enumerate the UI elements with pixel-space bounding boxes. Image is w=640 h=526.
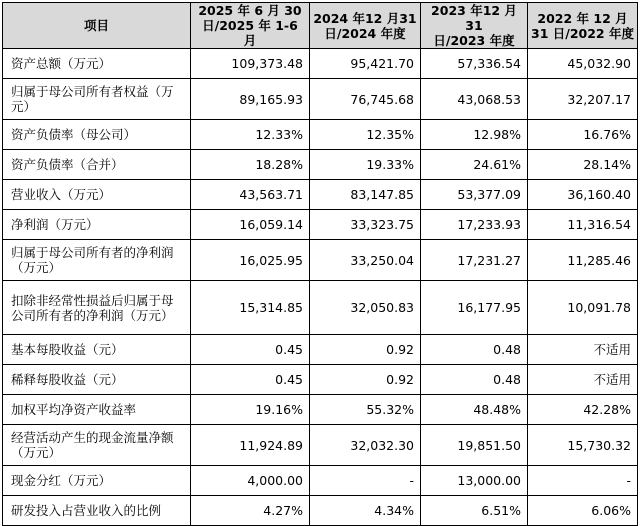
cell-value: 0.92 — [310, 335, 421, 365]
cell-value: 4.34% — [310, 496, 421, 526]
cell-value: 55.32% — [310, 395, 421, 425]
cell-value: 不适用 — [528, 335, 638, 365]
table-row — [3, 466, 638, 496]
cell-value: - — [528, 466, 638, 496]
cell-value: 13,000.00 — [421, 466, 528, 496]
cell-value: 16.76% — [528, 120, 638, 150]
cell-value: 28.14% — [528, 150, 638, 180]
cell-value: 45,032.90 — [528, 49, 638, 79]
header-item: 项目 — [3, 3, 191, 49]
cell-value: 12.98% — [421, 120, 528, 150]
cell-value: 6.51% — [421, 496, 528, 526]
header-col-2022: 2022 年 12 月 31 日/2022 年度 — [528, 3, 638, 49]
row-label: 资产负债率（母公司） — [3, 120, 191, 150]
row-label: 营业收入（万元） — [3, 180, 191, 210]
cell-value: 89,165.93 — [191, 79, 310, 120]
cell-value: 76,745.68 — [310, 79, 421, 120]
cell-value: 19,851.50 — [421, 425, 528, 466]
cell-value: 43,563.71 — [191, 180, 310, 210]
cell-value: 0.45 — [191, 365, 310, 395]
cell-value: 48.48% — [421, 395, 528, 425]
cell-value: 19.16% — [191, 395, 310, 425]
cell-value: 11,924.89 — [191, 425, 310, 466]
row-label: 基本每股收益（元） — [3, 335, 191, 365]
cell-value: 不适用 — [528, 365, 638, 395]
cell-value: 0.48 — [421, 335, 528, 365]
row-label: 归属于母公司所有者的净利润（万元） — [3, 240, 191, 281]
cell-value: 43,068.53 — [421, 79, 528, 120]
cell-value: 57,336.54 — [421, 49, 528, 79]
cell-value: 16,059.14 — [191, 210, 310, 240]
cell-value: 0.45 — [191, 335, 310, 365]
cell-value: 53,377.09 — [421, 180, 528, 210]
table-row — [3, 425, 638, 466]
row-label: 研发投入占营业收入的比例 — [3, 496, 191, 526]
cell-value: 33,323.75 — [310, 210, 421, 240]
cell-value: 32,032.30 — [310, 425, 421, 466]
cell-value: 32,050.83 — [310, 281, 421, 335]
cell-value: 16,177.95 — [421, 281, 528, 335]
cell-value: 95,421.70 — [310, 49, 421, 79]
cell-value: 24.61% — [421, 150, 528, 180]
cell-value: 10,091.78 — [528, 281, 638, 335]
row-label: 归属于母公司所有者权益（万元） — [3, 79, 191, 120]
cell-value: 0.48 — [421, 365, 528, 395]
table-row — [3, 240, 638, 281]
row-label: 经营活动产生的现金流量净额（万元） — [3, 425, 191, 466]
table-row — [3, 150, 638, 180]
cell-value: 0.92 — [310, 365, 421, 395]
cell-value: 12.35% — [310, 120, 421, 150]
table-row — [3, 180, 638, 210]
table-row — [3, 395, 638, 425]
cell-value: 83,147.85 — [310, 180, 421, 210]
cell-value: 17,231.27 — [421, 240, 528, 281]
cell-value: 19.33% — [310, 150, 421, 180]
table-row — [3, 281, 638, 335]
table-row — [3, 49, 638, 79]
header-col-2023: 2023 年12 月31 日/2023 年度 — [421, 3, 528, 49]
cell-value: 16,025.95 — [191, 240, 310, 281]
table-row — [3, 120, 638, 150]
cell-value: 4.27% — [191, 496, 310, 526]
header-col-2024: 2024 年12 月31 日/2024 年度 — [310, 3, 421, 49]
row-label: 加权平均净资产收益率 — [3, 395, 191, 425]
cell-value: 4,000.00 — [191, 466, 310, 496]
cell-value: 33,250.04 — [310, 240, 421, 281]
financial-data-table — [2, 2, 638, 526]
table-row — [3, 496, 638, 526]
cell-value: 18.28% — [191, 150, 310, 180]
cell-value: 36,160.40 — [528, 180, 638, 210]
table-row — [3, 210, 638, 240]
table-header-row — [3, 3, 638, 49]
cell-value: 11,285.46 — [528, 240, 638, 281]
row-label: 扣除非经常性损益后归属于母公司所有者的净利润（万元） — [3, 281, 191, 335]
cell-value: 11,316.54 — [528, 210, 638, 240]
row-label: 资产负债率（合并） — [3, 150, 191, 180]
cell-value: 15,314.85 — [191, 281, 310, 335]
row-label: 净利润（万元） — [3, 210, 191, 240]
row-label: 稀释每股收益（元） — [3, 365, 191, 395]
cell-value: 15,730.32 — [528, 425, 638, 466]
cell-value: 6.06% — [528, 496, 638, 526]
cell-value: 17,233.93 — [421, 210, 528, 240]
cell-value: 109,373.48 — [191, 49, 310, 79]
header-col-2025h1: 2025 年 6 月 30 日/2025 年 1-6 月 — [191, 3, 310, 49]
cell-value: 12.33% — [191, 120, 310, 150]
row-label: 资产总额（万元） — [3, 49, 191, 79]
table-row — [3, 365, 638, 395]
table-row — [3, 335, 638, 365]
table-row — [3, 79, 638, 120]
row-label: 现金分红（万元） — [3, 466, 191, 496]
cell-value: - — [310, 466, 421, 496]
cell-value: 32,207.17 — [528, 79, 638, 120]
cell-value: 42.28% — [528, 395, 638, 425]
